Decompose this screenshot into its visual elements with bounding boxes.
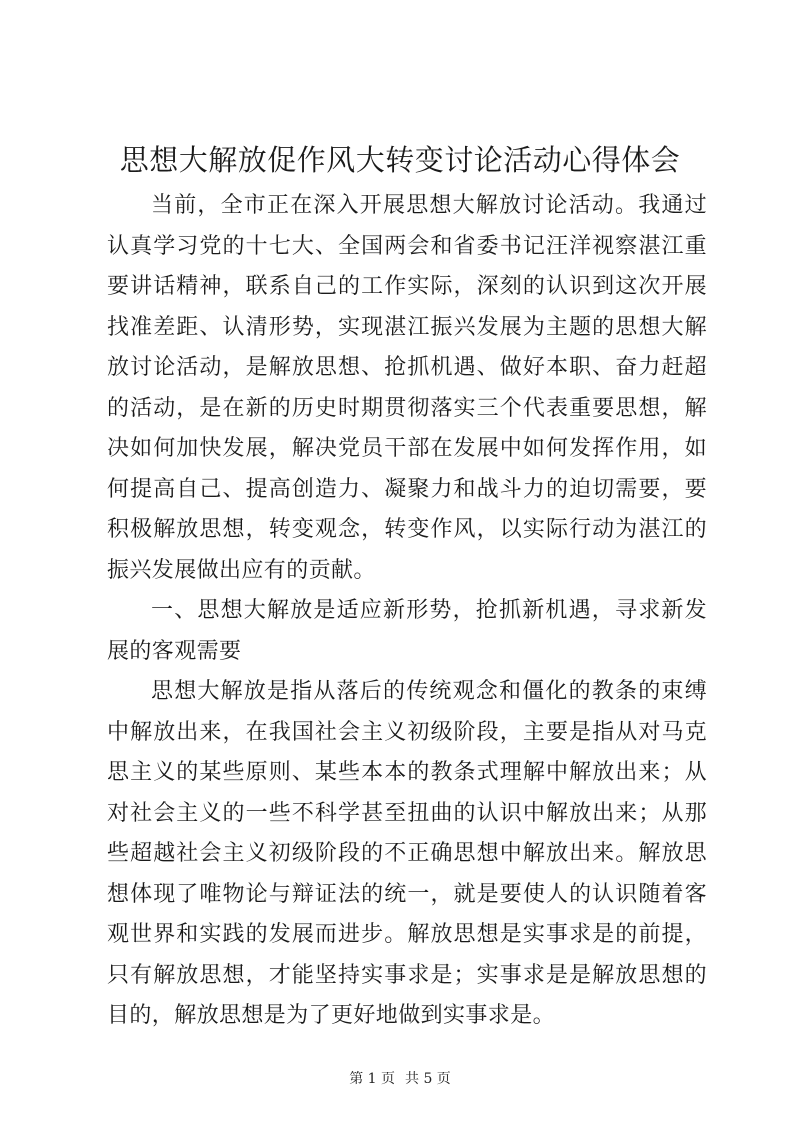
section-heading-1: 一、思想大解放是适应新形势，抢抓新机遇，寻求新发展的客观需要: [107, 598, 707, 664]
page-total: 共 5 页: [405, 1071, 451, 1087]
page-footer: [0, 1069, 800, 1089]
document-body: [107, 186, 707, 1037]
document-title: 思想大解放促作风大转变讨论活动心得体会: [119, 143, 681, 177]
paragraph-intro: 当前，全市正在深入开展思想大解放讨论活动。我通过认真学习党的十七大、全国两会和省委书记汪洋视察湛江重要讲话精神，联系自己的工作实际，深刻的认识到这次开展找准差距、认清形势，实现湛江振兴发展为主题的思想大解放讨论活动，是解放思想、抢抓机遇、做好本职、奋力赶超的活动，是在新的历史时期贯彻落实三个代表重要思想，解决如何加快发展，解决党员干部在发展中如何发挥作用，如何提高自己、提高创造力、凝聚力和战斗力的迫切需要，要积极解放思想，转变观念，转变作风，以实际行动为湛江的振兴发展做出应有的贡献。: [107, 193, 707, 583]
paragraph-section-1: 思想大解放是指从落后的传统观念和僵化的教条的束缚中解放出来，在我国社会主义初级阶段，主要是指从对马克思主义的某些原则、某些本本的教条式理解中解放出来；从对社会主义的一些不科学甚至扭曲的认识中解放出来；从那些超越社会主义初级阶段的不正确思想中解放出来。解放思想体现了唯物论与辩证法的统一，就是要使人的认识随着客观世界和实践的发展而进步。解放思想是实事求是的前提，只有解放思想，才能坚持实事求是；实事求是是解放思想的目的，解放思想是为了更好地做到实事求是。: [107, 679, 707, 1028]
page-number: 第 1 页: [349, 1071, 395, 1087]
